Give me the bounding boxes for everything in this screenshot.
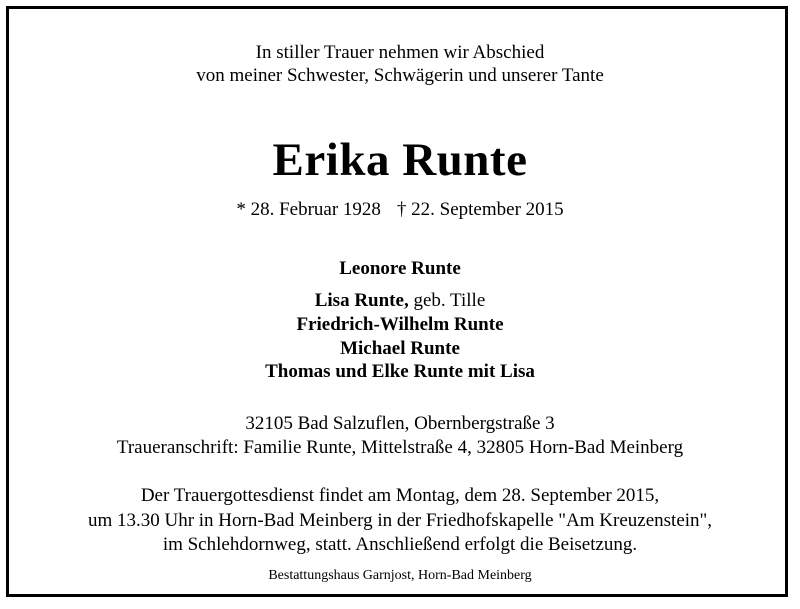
address-line-2: Traueranschrift: Familie Runte, Mittelstraße 4, 32805 Horn-Bad Meinberg — [116, 437, 684, 458]
death-date: † 22. September 2015 — [396, 199, 564, 220]
mourner-2-maiden-name: geb. Tille — [408, 290, 486, 311]
mourner-2 — [0, 290, 800, 312]
birth-date: * 28. Februar 1928 — [236, 199, 381, 220]
address-line-1: 32105 Bad Salzuflen, Obernbergstraße 3 — [245, 413, 555, 434]
mourner-5: Thomas und Elke Runte mit Lisa — [265, 361, 535, 382]
deceased-name: Erika Runte — [272, 134, 528, 186]
undertaker: Bestattungshaus Garnjost, Horn-Bad Meinberg — [268, 568, 532, 583]
mourner-4: Michael Runte — [340, 338, 460, 359]
life-dates — [0, 199, 800, 221]
mourner-3: Friedrich-Wilhelm Runte — [296, 314, 504, 335]
intro-line-2: von meiner Schwester, Schwägerin und unserer Tante — [196, 65, 604, 86]
mourner-1: Leonore Runte — [339, 258, 461, 279]
service-line-2: um 13.30 Uhr in Horn-Bad Meinberg in der Friedhofskapelle "Am Kreuzenstein", — [87, 510, 713, 531]
intro-line-1: In stiller Trauer nehmen wir Abschied — [255, 42, 545, 63]
mourner-2-name: Lisa Runte, — [314, 290, 409, 311]
service-line-3: im Schlehdornweg, statt. Anschließend erfolgt die Beisetzung. — [162, 534, 638, 555]
service-line-1: Der Trauergottesdienst findet am Montag, dem 28. September 2015, — [140, 485, 660, 506]
